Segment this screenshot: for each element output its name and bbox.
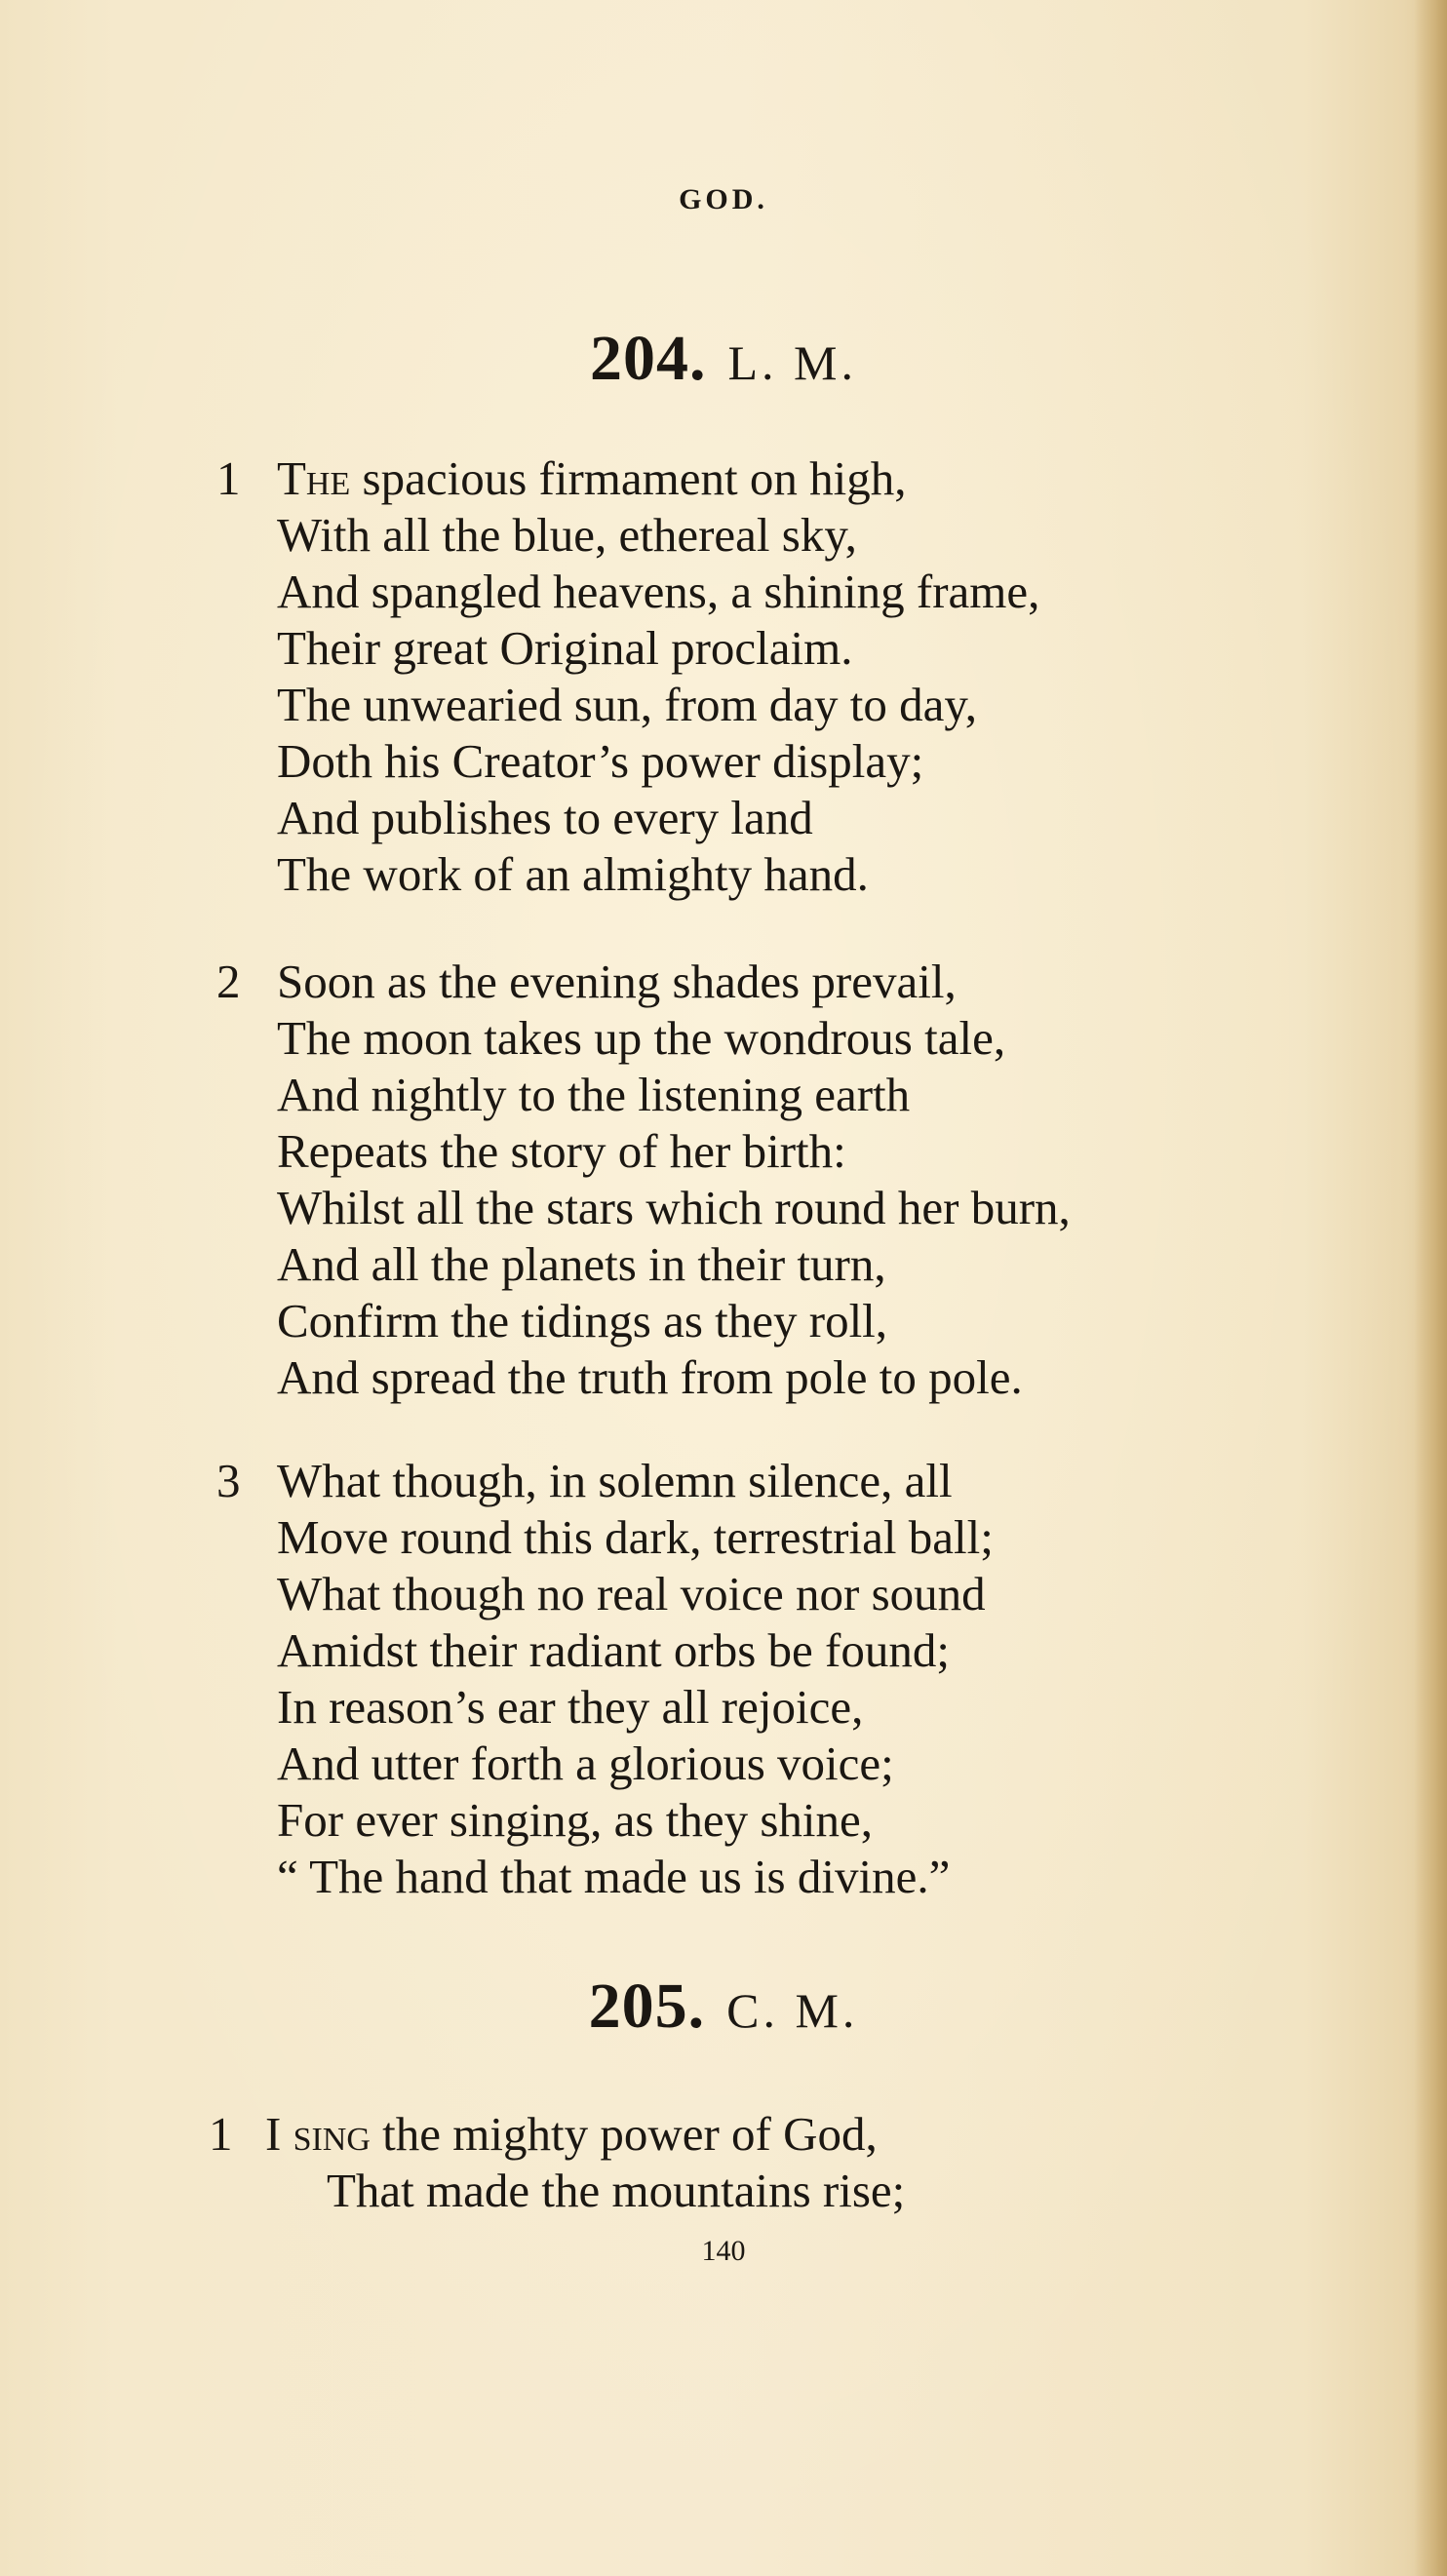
verse-line: [277, 450, 906, 507]
verse-line: With all the blue, ethereal sky,: [277, 508, 857, 562]
verse-line: Confirm the tidings as they roll,: [277, 1294, 888, 1347]
verse-line: In reason’s ear they all rejoice,: [277, 1680, 864, 1734]
verse-line: The unwearied sun, from day to day,: [277, 678, 977, 731]
verse-line: The moon takes up the wondrous tale,: [277, 1011, 1006, 1065]
verse-line: And publishes to every land: [277, 791, 813, 844]
verse-line: Their great Original proclaim.: [277, 621, 853, 675]
hymn-meter: L. M.: [727, 335, 857, 390]
verse-line: What though no real voice nor sound: [277, 1567, 986, 1620]
running-head: GOD.: [679, 183, 768, 215]
hymn-meter: C. M.: [726, 1983, 859, 2038]
hymn-number: 205.: [588, 1971, 706, 2042]
first-word: I sing: [265, 2107, 371, 2161]
verse-line: [265, 2106, 878, 2163]
verse-line: Whilst all the stars which round her burn,: [277, 1181, 1071, 1234]
verse-line: Doth his Creator’s power display;: [277, 734, 924, 788]
hymn-204-heading: [0, 322, 1447, 396]
verse-line: For ever singing, as they shine,: [277, 1793, 874, 1847]
verse-line: Repeats the story of her birth:: [277, 1124, 846, 1178]
verse-line: “ The hand that made us is divine.”: [277, 1850, 951, 1903]
verse-number: 2: [216, 955, 241, 1008]
verse-number: 1: [216, 451, 241, 505]
verse-line: Soon as the evening shades prevail,: [277, 955, 957, 1008]
verse-number: 3: [216, 1454, 241, 1507]
verse-line: And spangled heavens, a shining frame,: [277, 565, 1040, 618]
verse-line: Amidst their radiant orbs be found;: [277, 1623, 950, 1677]
verse-line: Move round this dark, terrestrial ball;: [277, 1510, 994, 1564]
verse-line: What though, in solemn silence, all: [277, 1454, 953, 1507]
verse-line: And spread the truth from pole to pole.: [277, 1350, 1023, 1404]
first-line-rest: spacious firmament on high,: [362, 451, 907, 505]
page-number: 140: [701, 2235, 746, 2267]
verse-line: And nightly to the listening earth: [277, 1068, 911, 1121]
first-line-rest: the mighty power of God,: [382, 2107, 878, 2161]
verse-line: And all the planets in their turn,: [277, 1237, 886, 1291]
verse-line: The work of an almighty hand.: [277, 847, 869, 901]
hymn-205-heading: [0, 1970, 1447, 2044]
hymn-number: 204.: [590, 323, 707, 394]
verse-line: And utter forth a glorious voice;: [277, 1737, 894, 1790]
first-word: The: [277, 451, 351, 505]
verse-number: 1: [209, 2107, 233, 2161]
verse-line: That made the mountains rise;: [327, 2164, 906, 2217]
